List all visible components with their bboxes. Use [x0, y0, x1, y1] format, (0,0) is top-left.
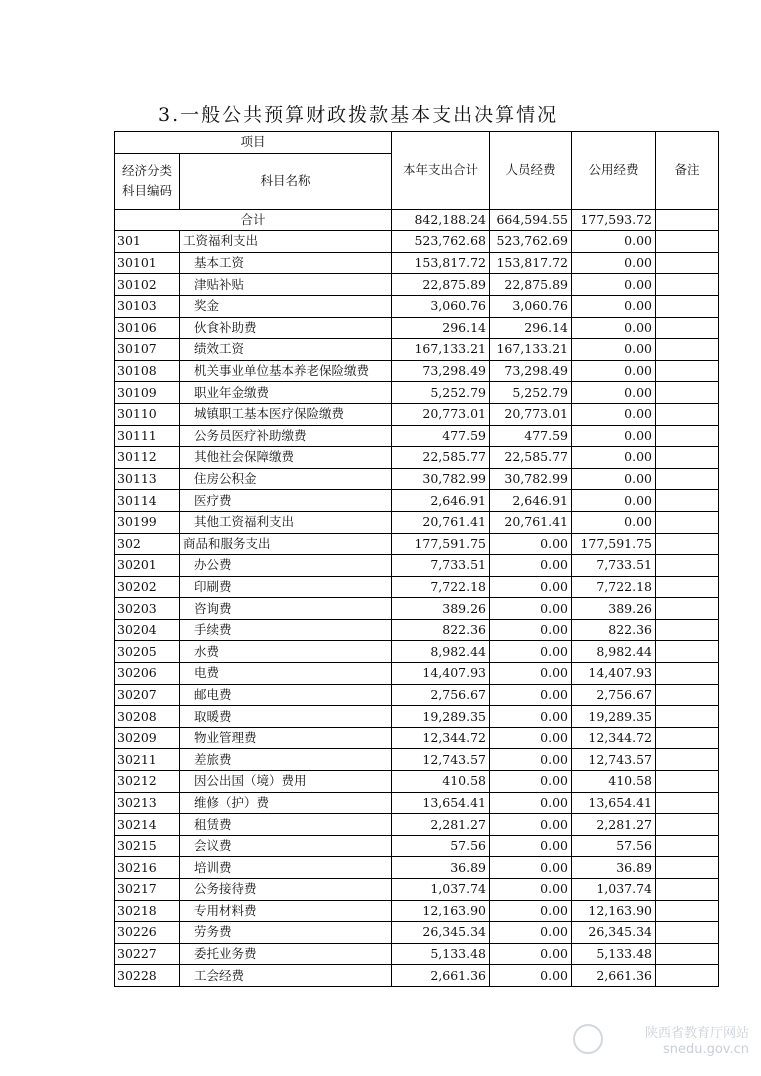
row-total: 36.89	[392, 857, 490, 879]
row-name: 商品和服务支出	[180, 533, 392, 555]
row-personnel: 0.00	[490, 576, 572, 598]
table-row	[115, 382, 719, 404]
page-title: 3.一般公共预算财政拨款基本支出决算情况	[158, 104, 559, 126]
row-public: 0.00	[572, 511, 656, 533]
row-code: 30209	[115, 727, 180, 749]
row-remark	[656, 900, 719, 922]
row-personnel: 0.00	[490, 965, 572, 987]
row-personnel: 0.00	[490, 900, 572, 922]
row-code: 30227	[115, 943, 180, 965]
row-name: 住房公积金	[180, 468, 392, 490]
row-name: 医疗费	[180, 490, 392, 512]
row-remark	[656, 339, 719, 361]
row-code: 30212	[115, 771, 180, 793]
row-code: 30205	[115, 641, 180, 663]
row-remark	[656, 447, 719, 469]
row-remark	[656, 403, 719, 425]
row-public: 822.36	[572, 619, 656, 641]
row-personnel: 523,762.69	[490, 231, 572, 253]
table-row	[115, 943, 719, 965]
row-total: 73,298.49	[392, 360, 490, 382]
row-remark	[656, 490, 719, 512]
row-name: 专用材料费	[180, 900, 392, 922]
row-code: 30103	[115, 295, 180, 317]
row-total: 822.36	[392, 619, 490, 641]
row-remark	[656, 231, 719, 253]
row-total: 7,722.18	[392, 576, 490, 598]
row-personnel: 0.00	[490, 598, 572, 620]
row-name: 工资福利支出	[180, 231, 392, 253]
row-total: 389.26	[392, 598, 490, 620]
row-personnel: 0.00	[490, 835, 572, 857]
row-total: 2,756.67	[392, 684, 490, 706]
table-row	[115, 727, 719, 749]
table-row	[115, 922, 719, 944]
table-row	[115, 252, 719, 274]
row-personnel: 167,133.21	[490, 339, 572, 361]
table-row	[115, 533, 719, 555]
header-item: 项目	[115, 132, 392, 154]
row-code: 30226	[115, 922, 180, 944]
row-name: 其他社会保障缴费	[180, 447, 392, 469]
row-remark	[656, 749, 719, 771]
row-total: 26,345.34	[392, 922, 490, 944]
row-personnel: 22,585.77	[490, 447, 572, 469]
row-remark	[656, 425, 719, 447]
table-row	[115, 641, 719, 663]
row-personnel: 296.14	[490, 317, 572, 339]
row-remark	[656, 706, 719, 728]
row-personnel: 0.00	[490, 814, 572, 836]
row-total: 14,407.93	[392, 663, 490, 685]
table-row	[115, 490, 719, 512]
row-remark	[656, 511, 719, 533]
row-total: 296.14	[392, 317, 490, 339]
sum-total: 842,188.24	[392, 209, 490, 231]
row-personnel: 477.59	[490, 425, 572, 447]
row-total: 153,817.72	[392, 252, 490, 274]
row-name: 因公出国（境）费用	[180, 771, 392, 793]
row-remark	[656, 468, 719, 490]
row-total: 22,875.89	[392, 274, 490, 296]
row-name: 绩效工资	[180, 339, 392, 361]
row-total: 2,281.27	[392, 814, 490, 836]
table-row	[115, 879, 719, 901]
row-total: 477.59	[392, 425, 490, 447]
row-public: 0.00	[572, 295, 656, 317]
row-public: 410.58	[572, 771, 656, 793]
row-public: 19,289.35	[572, 706, 656, 728]
row-personnel: 0.00	[490, 706, 572, 728]
row-remark	[656, 555, 719, 577]
table-row	[115, 468, 719, 490]
row-remark	[656, 360, 719, 382]
row-total: 3,060.76	[392, 295, 490, 317]
row-remark	[656, 576, 719, 598]
watermark-logo-icon	[573, 1024, 603, 1054]
row-name: 电费	[180, 663, 392, 685]
table-row	[115, 663, 719, 685]
row-code: 30213	[115, 792, 180, 814]
table-row	[115, 339, 719, 361]
row-personnel: 0.00	[490, 857, 572, 879]
row-personnel: 0.00	[490, 727, 572, 749]
row-public: 0.00	[572, 403, 656, 425]
expenditure-table	[114, 131, 719, 987]
row-code: 301	[115, 231, 180, 253]
row-code: 30228	[115, 965, 180, 987]
row-name: 物业管理费	[180, 727, 392, 749]
row-personnel: 0.00	[490, 641, 572, 663]
row-total: 2,646.91	[392, 490, 490, 512]
row-remark	[656, 684, 719, 706]
row-public: 2,756.67	[572, 684, 656, 706]
row-name: 伙食补助费	[180, 317, 392, 339]
row-name: 工会经费	[180, 965, 392, 987]
table-row	[115, 792, 719, 814]
table-row	[115, 857, 719, 879]
row-total: 19,289.35	[392, 706, 490, 728]
row-personnel: 20,773.01	[490, 403, 572, 425]
row-code: 30109	[115, 382, 180, 404]
row-code: 30108	[115, 360, 180, 382]
row-public: 26,345.34	[572, 922, 656, 944]
table-row	[115, 511, 719, 533]
row-public: 0.00	[572, 317, 656, 339]
row-name: 差旅费	[180, 749, 392, 771]
row-remark	[656, 641, 719, 663]
row-name: 职业年金缴费	[180, 382, 392, 404]
sum-public: 177,593.72	[572, 209, 656, 231]
row-public: 0.00	[572, 231, 656, 253]
row-public: 57.56	[572, 835, 656, 857]
table-row	[115, 576, 719, 598]
row-name: 取暖费	[180, 706, 392, 728]
row-name: 奖金	[180, 295, 392, 317]
row-personnel: 0.00	[490, 684, 572, 706]
row-name: 办公费	[180, 555, 392, 577]
row-public: 5,133.48	[572, 943, 656, 965]
row-personnel: 73,298.49	[490, 360, 572, 382]
row-public: 389.26	[572, 598, 656, 620]
table-row	[115, 900, 719, 922]
row-public: 8,982.44	[572, 641, 656, 663]
row-remark	[656, 835, 719, 857]
row-remark	[656, 295, 719, 317]
row-personnel: 0.00	[490, 749, 572, 771]
row-code: 30112	[115, 447, 180, 469]
row-public: 0.00	[572, 425, 656, 447]
row-remark	[656, 922, 719, 944]
row-public: 0.00	[572, 490, 656, 512]
row-total: 8,982.44	[392, 641, 490, 663]
table-row	[115, 749, 719, 771]
row-code: 30216	[115, 857, 180, 879]
row-remark	[656, 252, 719, 274]
row-code: 30202	[115, 576, 180, 598]
row-total: 167,133.21	[392, 339, 490, 361]
row-name: 印刷费	[180, 576, 392, 598]
row-total: 1,037.74	[392, 879, 490, 901]
row-total: 22,585.77	[392, 447, 490, 469]
row-name: 公务员医疗补助缴费	[180, 425, 392, 447]
table-row	[115, 231, 719, 253]
table-row	[115, 706, 719, 728]
row-remark	[656, 771, 719, 793]
row-remark	[656, 879, 719, 901]
row-code: 30211	[115, 749, 180, 771]
row-personnel: 0.00	[490, 663, 572, 685]
row-code: 30201	[115, 555, 180, 577]
row-total: 410.58	[392, 771, 490, 793]
row-personnel: 3,060.76	[490, 295, 572, 317]
row-personnel: 0.00	[490, 792, 572, 814]
row-remark	[656, 598, 719, 620]
row-name: 会议费	[180, 835, 392, 857]
row-public: 12,344.72	[572, 727, 656, 749]
row-total: 5,133.48	[392, 943, 490, 965]
sum-remark	[656, 209, 719, 231]
row-public: 0.00	[572, 252, 656, 274]
row-personnel: 5,252.79	[490, 382, 572, 404]
table-row	[115, 447, 719, 469]
row-public: 12,743.57	[572, 749, 656, 771]
row-personnel: 2,646.91	[490, 490, 572, 512]
row-name: 津贴补贴	[180, 274, 392, 296]
row-total: 12,743.57	[392, 749, 490, 771]
row-code: 30217	[115, 879, 180, 901]
row-code: 30114	[115, 490, 180, 512]
sum-personnel: 664,594.55	[490, 209, 572, 231]
table-row	[115, 835, 719, 857]
watermark	[645, 1026, 749, 1058]
row-personnel: 0.00	[490, 533, 572, 555]
row-name: 水费	[180, 641, 392, 663]
table-body	[115, 209, 719, 986]
row-personnel: 0.00	[490, 555, 572, 577]
row-personnel: 0.00	[490, 922, 572, 944]
row-remark	[656, 382, 719, 404]
row-total: 7,733.51	[392, 555, 490, 577]
table-header	[115, 132, 719, 210]
row-remark	[656, 792, 719, 814]
row-remark	[656, 533, 719, 555]
row-personnel: 30,782.99	[490, 468, 572, 490]
row-code: 30107	[115, 339, 180, 361]
table-row	[115, 814, 719, 836]
header-personnel: 人员经费	[490, 132, 572, 210]
header-code-line1: 经济分类	[121, 163, 172, 179]
table-row	[115, 274, 719, 296]
row-total: 30,782.99	[392, 468, 490, 490]
row-name: 基本工资	[180, 252, 392, 274]
row-code: 30218	[115, 900, 180, 922]
row-remark	[656, 317, 719, 339]
row-remark	[656, 274, 719, 296]
watermark-line1: 陕西省教育厅网站	[644, 1026, 749, 1041]
row-name: 邮电费	[180, 684, 392, 706]
table-row	[115, 619, 719, 641]
row-remark	[656, 814, 719, 836]
row-personnel: 0.00	[490, 879, 572, 901]
row-code: 30207	[115, 684, 180, 706]
table-row	[115, 360, 719, 382]
header-name: 科目名称	[180, 153, 392, 209]
row-public: 2,661.36	[572, 965, 656, 987]
row-name: 劳务费	[180, 922, 392, 944]
row-personnel: 0.00	[490, 771, 572, 793]
row-personnel: 0.00	[490, 619, 572, 641]
row-code: 30101	[115, 252, 180, 274]
row-remark	[656, 857, 719, 879]
row-public: 36.89	[572, 857, 656, 879]
row-code: 30199	[115, 511, 180, 533]
row-public: 7,722.18	[572, 576, 656, 598]
sum-row	[115, 209, 719, 231]
row-public: 12,163.90	[572, 900, 656, 922]
row-total: 12,163.90	[392, 900, 490, 922]
row-public: 0.00	[572, 360, 656, 382]
row-code: 30111	[115, 425, 180, 447]
row-name: 委托业务费	[180, 943, 392, 965]
header-remark: 备注	[656, 132, 719, 210]
row-code: 30106	[115, 317, 180, 339]
row-personnel: 153,817.72	[490, 252, 572, 274]
row-name: 其他工资福利支出	[180, 511, 392, 533]
row-public: 1,037.74	[572, 879, 656, 901]
row-name: 租赁费	[180, 814, 392, 836]
row-total: 12,344.72	[392, 727, 490, 749]
row-public: 7,733.51	[572, 555, 656, 577]
row-code: 30208	[115, 706, 180, 728]
header-public: 公用经费	[572, 132, 656, 210]
row-name: 培训费	[180, 857, 392, 879]
row-remark	[656, 965, 719, 987]
row-public: 13,654.41	[572, 792, 656, 814]
table-row	[115, 403, 719, 425]
row-public: 0.00	[572, 382, 656, 404]
row-public: 0.00	[572, 447, 656, 469]
table-row	[115, 295, 719, 317]
row-name: 维修（护）费	[180, 792, 392, 814]
row-personnel: 20,761.41	[490, 511, 572, 533]
table-row	[115, 317, 719, 339]
row-public: 2,281.27	[572, 814, 656, 836]
row-code: 30214	[115, 814, 180, 836]
row-name: 手续费	[180, 619, 392, 641]
row-public: 0.00	[572, 468, 656, 490]
header-total: 本年支出合计	[392, 132, 490, 210]
watermark-line2: snedu.gov.cn	[662, 1042, 749, 1057]
row-personnel: 0.00	[490, 943, 572, 965]
row-name: 机关事业单位基本养老保险缴费	[180, 360, 392, 382]
row-total: 20,761.41	[392, 511, 490, 533]
row-public: 177,591.75	[572, 533, 656, 555]
row-name: 城镇职工基本医疗保险缴费	[180, 403, 392, 425]
row-public: 0.00	[572, 339, 656, 361]
row-code: 30215	[115, 835, 180, 857]
row-code: 30113	[115, 468, 180, 490]
header-code-line2: 科目编码	[121, 183, 172, 199]
table-row	[115, 425, 719, 447]
row-total: 523,762.68	[392, 231, 490, 253]
row-remark	[656, 663, 719, 685]
row-code: 30102	[115, 274, 180, 296]
table-row	[115, 555, 719, 577]
row-code: 30204	[115, 619, 180, 641]
table-row	[115, 965, 719, 987]
row-personnel: 22,875.89	[490, 274, 572, 296]
table-row	[115, 684, 719, 706]
row-total: 2,661.36	[392, 965, 490, 987]
row-total: 13,654.41	[392, 792, 490, 814]
table-row	[115, 598, 719, 620]
row-name: 咨询费	[180, 598, 392, 620]
row-total: 20,773.01	[392, 403, 490, 425]
row-remark	[656, 727, 719, 749]
row-remark	[656, 619, 719, 641]
table-row	[115, 771, 719, 793]
header-code	[115, 153, 180, 209]
row-code: 30203	[115, 598, 180, 620]
row-remark	[656, 943, 719, 965]
row-public: 14,407.93	[572, 663, 656, 685]
row-public: 0.00	[572, 274, 656, 296]
row-total: 5,252.79	[392, 382, 490, 404]
sum-label: 合计	[115, 209, 392, 231]
row-code: 30206	[115, 663, 180, 685]
row-code: 302	[115, 533, 180, 555]
row-total: 57.56	[392, 835, 490, 857]
row-total: 177,591.75	[392, 533, 490, 555]
row-code: 30110	[115, 403, 180, 425]
row-name: 公务接待费	[180, 879, 392, 901]
